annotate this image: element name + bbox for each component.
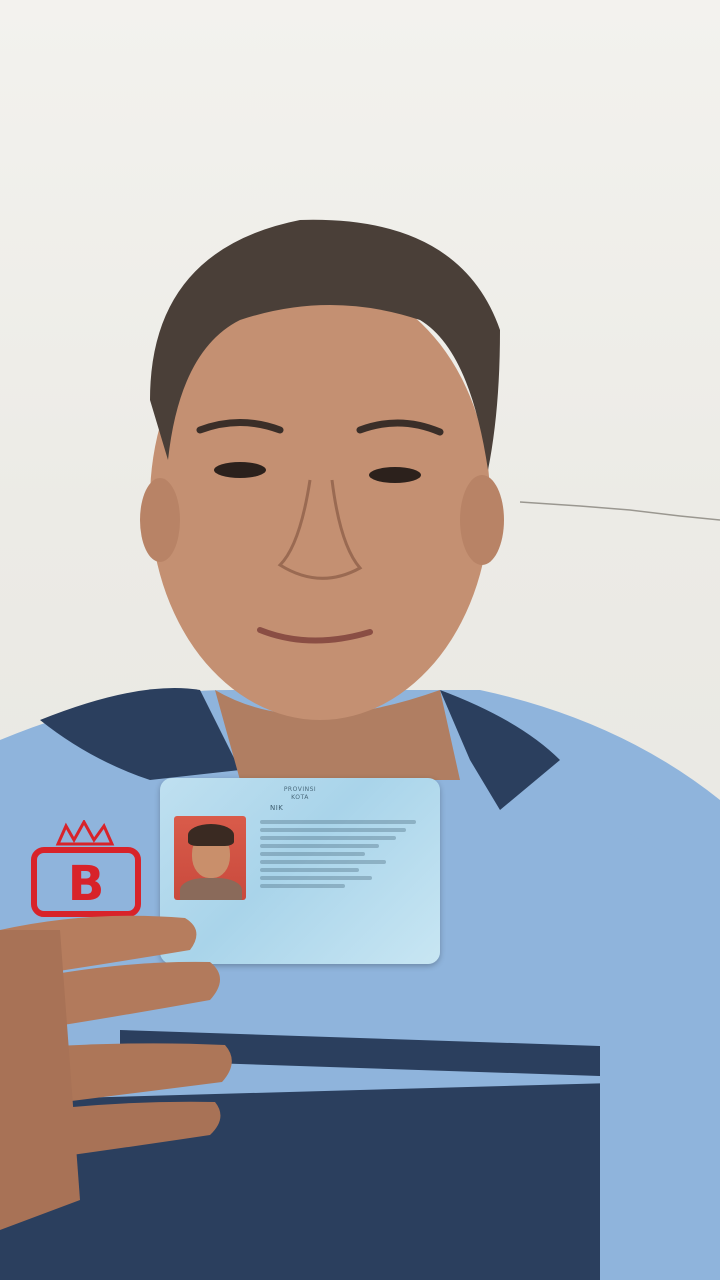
logo-letter: B [67, 856, 105, 912]
card-header-line2: KOTA [291, 794, 309, 801]
card-header-line1: PROVINSI [283, 786, 317, 793]
card-nik: NIK [270, 804, 284, 812]
